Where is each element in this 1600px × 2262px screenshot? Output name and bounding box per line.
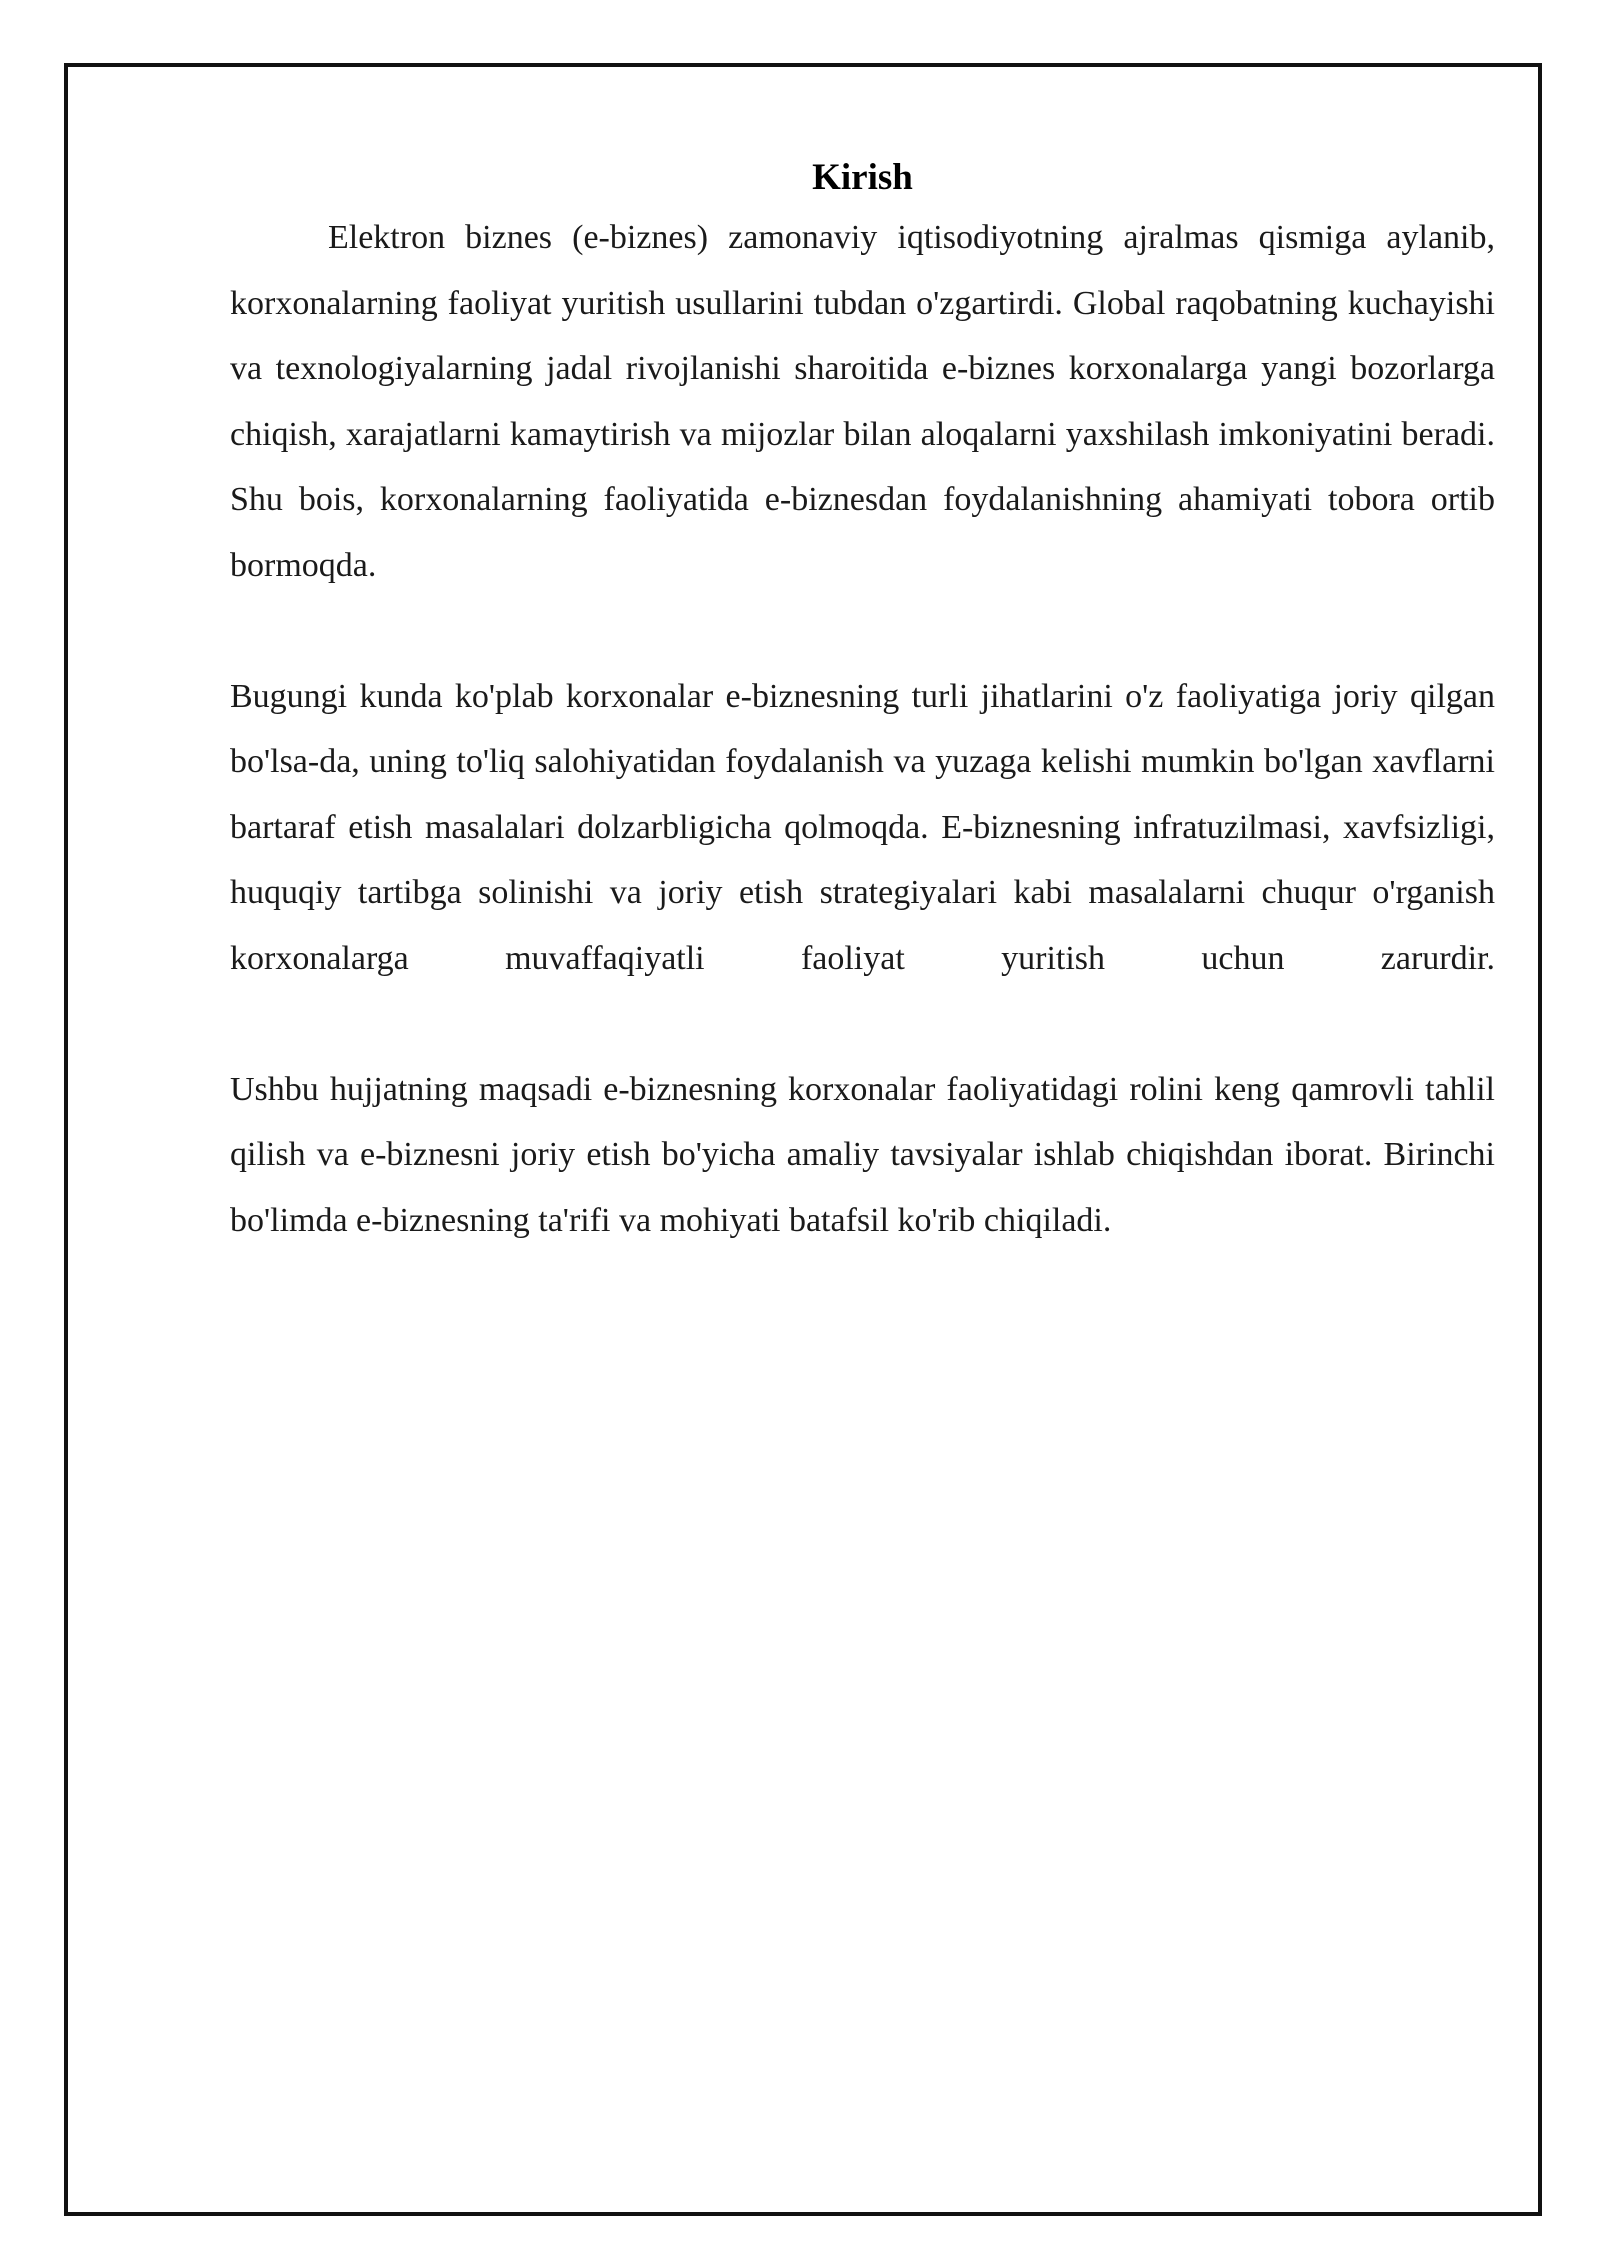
document-title: Kirish bbox=[812, 157, 913, 198]
paragraph-3: Ushbu hujjatning maqsadi e-biznesning korxonalar faoliyatidagi rolini keng qamrovli tahlil qilish va e-biznesni joriy etish bo'yicha amaliy tavsiyalar ishlab chiqishdan iborat. Birinchi bo'limda e-biznesning ta'rifi va mohiyati batafsil ko'rib chiqiladi. bbox=[230, 1070, 1495, 1239]
paragraph-2: Bugungi kunda ko'plab korxonalar e-biznesning turli jihatlarini o'z faoliyatiga joriy qilgan bo'lsa-da, uning to'liq salohiyatidan foydalanish va yuzaga kelishi mumkin bo'lgan xavflarni bartaraf etish masalalari dolzarbligicha qolmoqda. E-biznesning infratuzilmasi, xavfsizligi, huquqiy tartibga solinishi va joriy etish strategiyalari kabi masalalarni chuqur o'rganish korxonalarga muvaffaqiyatli faoliyat yuritish uchun zarurdir. bbox=[230, 677, 1495, 977]
document-body bbox=[230, 150, 1495, 1253]
paragraph-spacer bbox=[230, 991, 1495, 1057]
paragraph-1: Elektron biznes (e-biznes) zamonaviy iqtisodiyotning ajralmas qismiga aylanib, korxonalarning faoliyat yuritish usullarini tubdan o'zgartirdi. Global raqobatning kuchayishi va texnologiyalarning jadal rivojlanishi sharoitida e-biznes korxonalarga yangi bozorlarga chiqish, xarajatlarni kamaytirish va mijozlar bilan aloqalarni yaxshilash imkoniyatini beradi. Shu bois, korxonalarning faoliyatida e-biznesdan foydalanishning ahamiyati tobora ortib bormoqda. bbox=[230, 219, 1495, 584]
paragraph-spacer bbox=[230, 598, 1495, 664]
